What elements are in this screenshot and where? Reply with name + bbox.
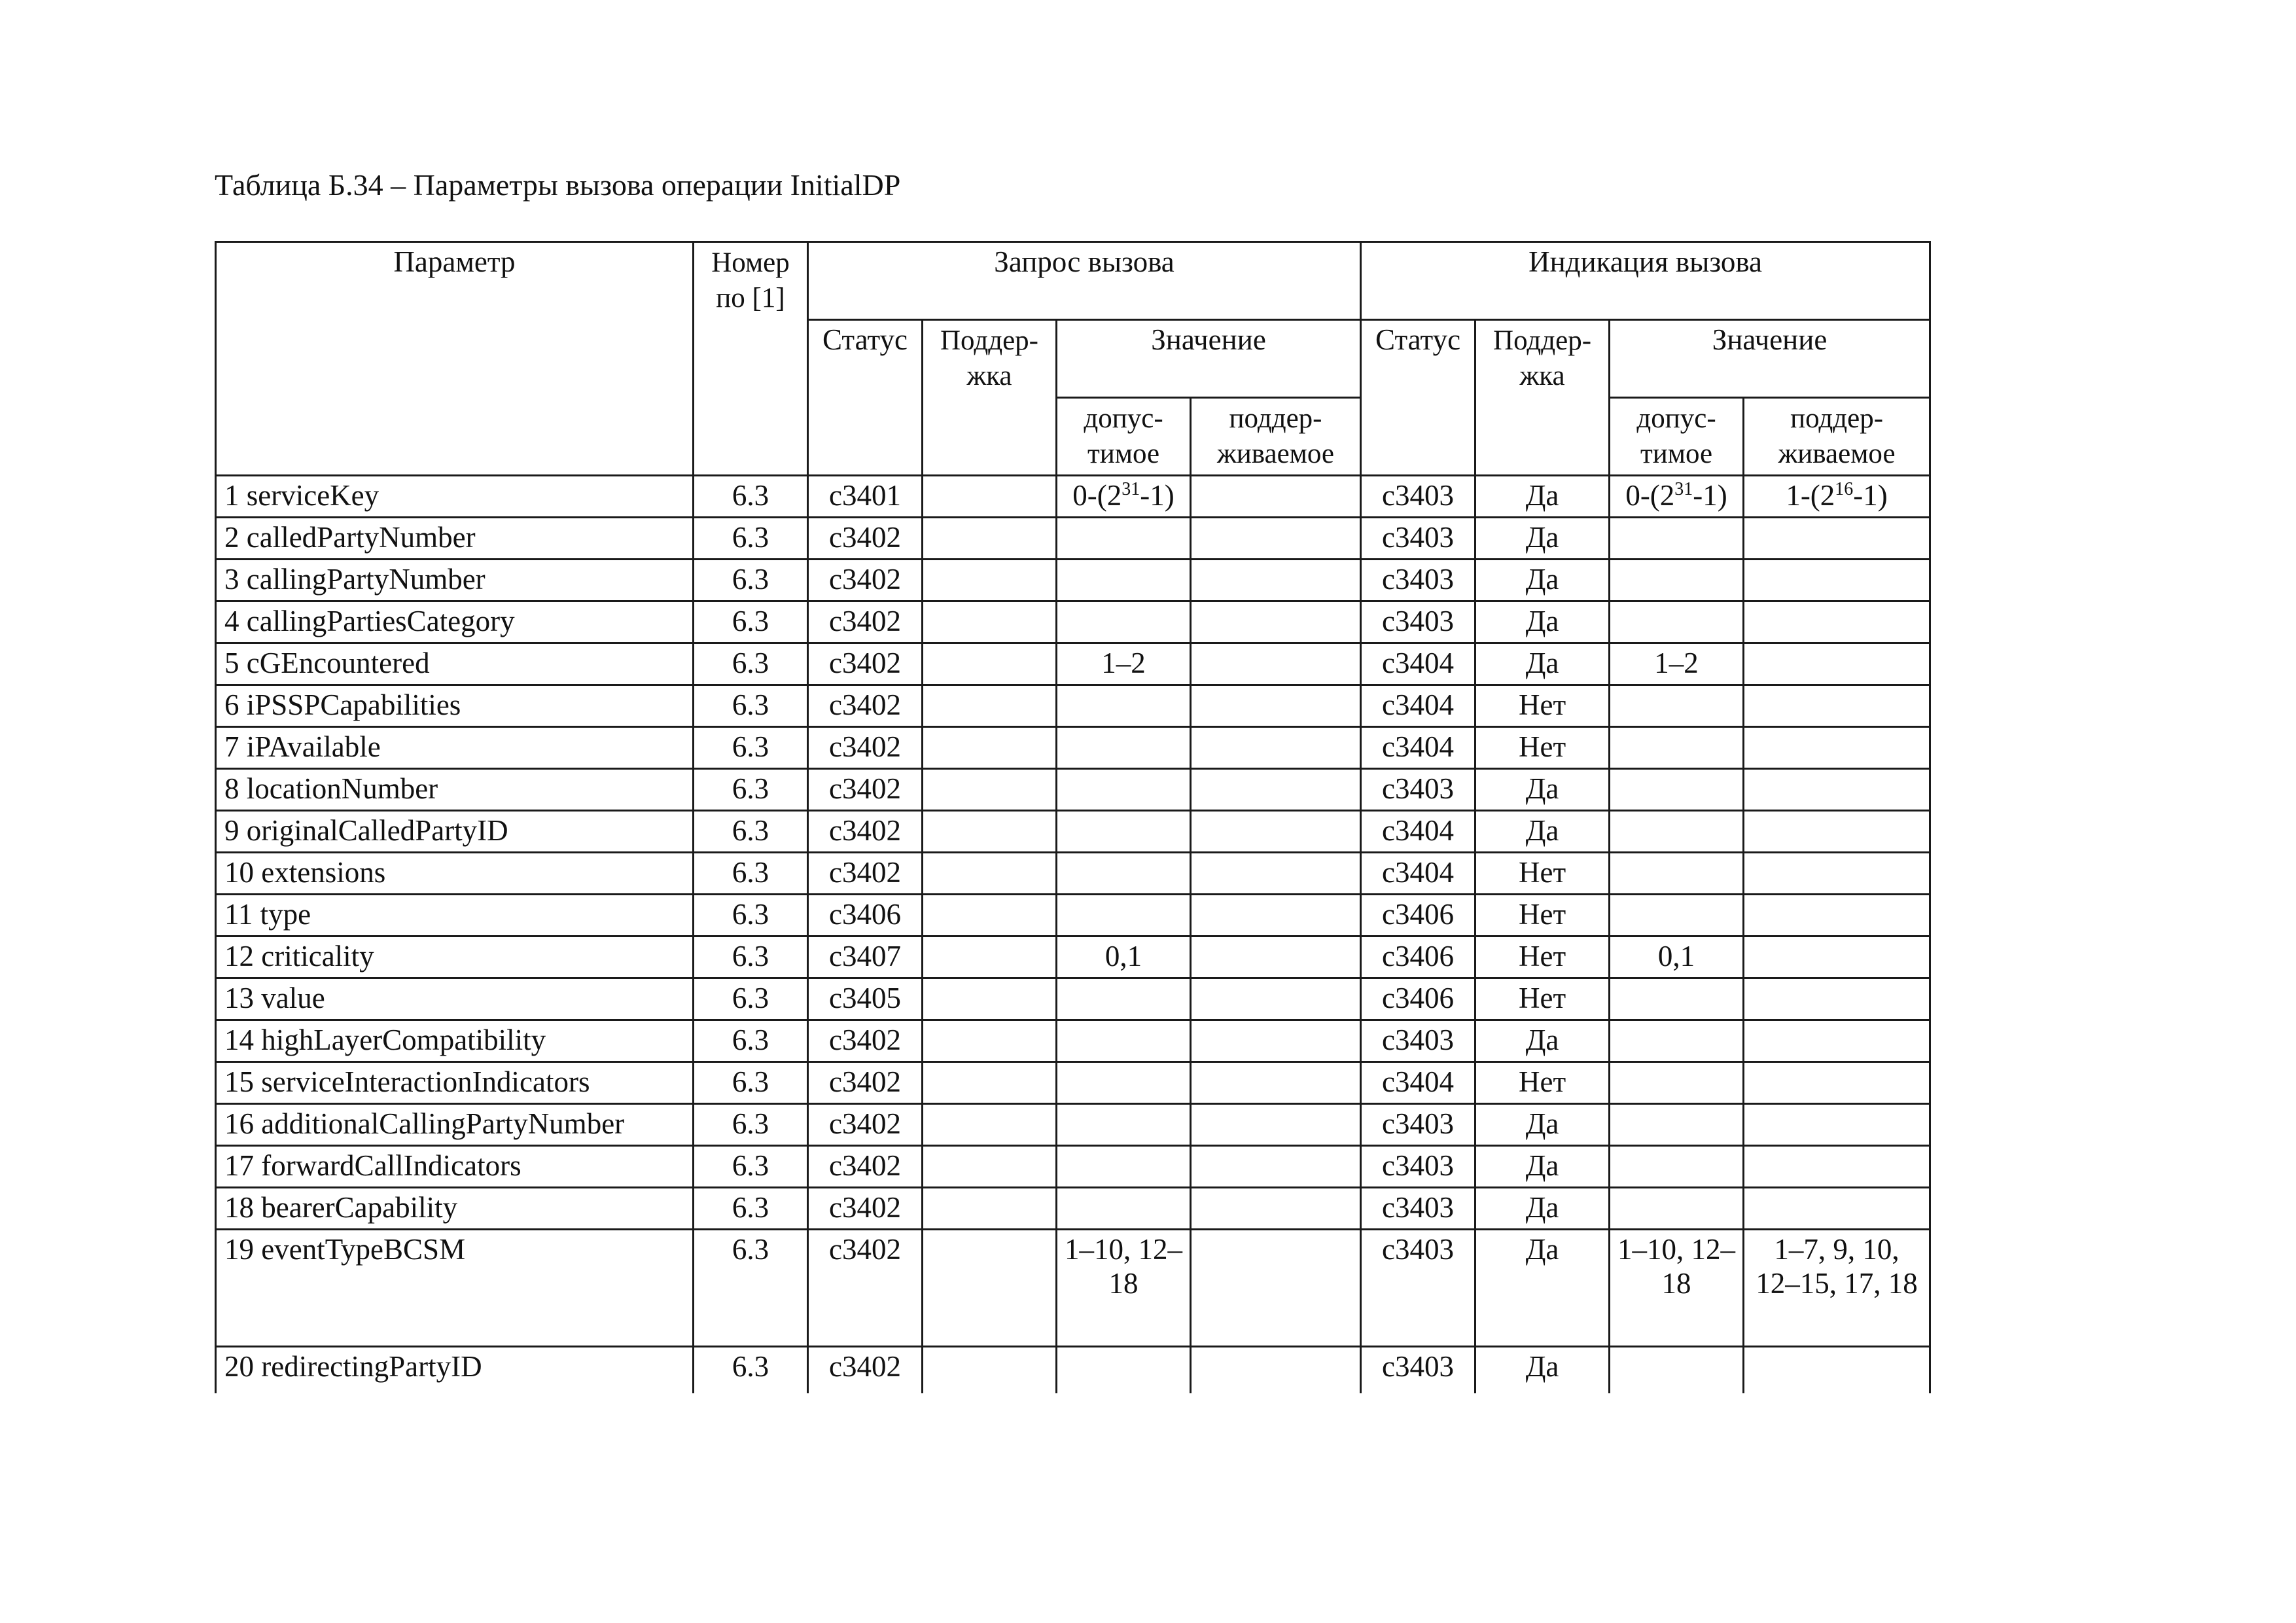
request-status-cell: c3402 — [808, 769, 923, 811]
request-status-cell: c3405 — [808, 978, 923, 1020]
indication-support-cell: Нет — [1475, 685, 1610, 727]
table-row — [216, 1230, 1930, 1347]
request-allowed-cell: 0,1 — [1057, 936, 1191, 978]
request-support-cell — [923, 685, 1057, 727]
request-support-cell — [923, 895, 1057, 936]
request-support-cell — [923, 853, 1057, 895]
number-cell: 6.3 — [694, 769, 808, 811]
request-allowed-cell — [1057, 978, 1191, 1020]
param-cell: 10 extensions — [216, 853, 694, 895]
table-row — [216, 853, 1930, 895]
param-cell: 16 additionalCallingPartyNumber — [216, 1104, 694, 1146]
indication-allowed-cell — [1610, 560, 1744, 601]
header-ind-allowed: допус-тимое — [1610, 398, 1744, 476]
request-status-cell: c3401 — [808, 476, 923, 518]
number-cell: 6.3 — [694, 476, 808, 518]
indication-status-cell: c3403 — [1361, 1188, 1475, 1230]
request-status-cell: c3402 — [808, 643, 923, 685]
request-allowed-cell — [1057, 769, 1191, 811]
table-row — [216, 1062, 1930, 1104]
request-support-cell — [923, 1020, 1057, 1062]
request-supported-cell — [1191, 811, 1361, 853]
request-support-cell — [923, 518, 1057, 560]
table-row — [216, 936, 1930, 978]
request-allowed-cell — [1057, 601, 1191, 643]
header-req-status: Статус — [808, 320, 923, 476]
request-support-cell — [923, 601, 1057, 643]
request-allowed-cell — [1057, 518, 1191, 560]
number-cell: 6.3 — [694, 1020, 808, 1062]
indication-status-cell: c3403 — [1361, 1347, 1475, 1394]
request-status-cell: c3402 — [808, 727, 923, 769]
request-status-cell: c3402 — [808, 811, 923, 853]
request-supported-cell — [1191, 1104, 1361, 1146]
header-req-support: Поддер-жка — [923, 320, 1057, 476]
indication-supported-cell — [1744, 978, 1930, 1020]
request-allowed-cell: 1–10, 12–18 — [1057, 1230, 1191, 1347]
table-row — [216, 978, 1930, 1020]
request-allowed-cell — [1057, 685, 1191, 727]
request-allowed-cell: $0-(2^{31}-1)$ — [1057, 476, 1191, 518]
request-status-cell: c3402 — [808, 685, 923, 727]
number-cell: 6.3 — [694, 1146, 808, 1188]
param-cell: 18 bearerCapability — [216, 1188, 694, 1230]
header-ind-value: Значение — [1610, 320, 1930, 398]
request-support-cell — [923, 1062, 1057, 1104]
number-cell: 6.3 — [694, 1188, 808, 1230]
indication-status-cell: c3403 — [1361, 560, 1475, 601]
indication-support-cell: Да — [1475, 1104, 1610, 1146]
indication-support-cell: Да — [1475, 1188, 1610, 1230]
request-supported-cell — [1191, 476, 1361, 518]
indication-supported-cell — [1744, 811, 1930, 853]
indication-allowed-cell: 1–2 — [1610, 643, 1744, 685]
request-support-cell — [923, 1146, 1057, 1188]
header-param: Параметр — [216, 242, 694, 476]
indication-supported-cell — [1744, 727, 1930, 769]
indication-support-cell: Да — [1475, 643, 1610, 685]
request-support-cell — [923, 811, 1057, 853]
indication-allowed-cell — [1610, 811, 1744, 853]
indication-status-cell: c3404 — [1361, 1062, 1475, 1104]
number-cell: 6.3 — [694, 1062, 808, 1104]
request-support-cell — [923, 936, 1057, 978]
request-supported-cell — [1191, 1230, 1361, 1347]
indication-supported-cell — [1744, 769, 1930, 811]
number-cell: 6.3 — [694, 1230, 808, 1347]
table-body — [216, 476, 1930, 1394]
table-row — [216, 518, 1930, 560]
indication-support-cell: Да — [1475, 476, 1610, 518]
header-req-supported: поддер-живаемое — [1191, 398, 1361, 476]
request-status-cell: c3402 — [808, 601, 923, 643]
indication-supported-cell — [1744, 560, 1930, 601]
indication-support-cell: Нет — [1475, 936, 1610, 978]
request-supported-cell — [1191, 1062, 1361, 1104]
param-cell: 5 cGEncountered — [216, 643, 694, 685]
param-cell: 15 serviceInteractionIndicators — [216, 1062, 694, 1104]
indication-support-cell: Да — [1475, 769, 1610, 811]
param-cell: 12 criticality — [216, 936, 694, 978]
header-ind-support: Поддер-жка — [1475, 320, 1610, 476]
request-support-cell — [923, 560, 1057, 601]
indication-supported-cell — [1744, 1104, 1930, 1146]
indication-status-cell: c3404 — [1361, 685, 1475, 727]
request-status-cell: c3402 — [808, 853, 923, 895]
request-allowed-cell — [1057, 1104, 1191, 1146]
indication-status-cell: c3403 — [1361, 476, 1475, 518]
request-supported-cell — [1191, 1020, 1361, 1062]
indication-supported-cell — [1744, 1146, 1930, 1188]
indication-allowed-cell — [1610, 601, 1744, 643]
param-cell: 20 redirectingPartyID — [216, 1347, 694, 1394]
parameters-table — [215, 241, 1931, 1393]
table-caption: Таблица Б.34 – Параметры вызова операции InitialDP — [215, 168, 901, 202]
request-support-cell — [923, 727, 1057, 769]
number-cell: 6.3 — [694, 643, 808, 685]
request-supported-cell — [1191, 560, 1361, 601]
indication-support-cell: Нет — [1475, 727, 1610, 769]
table-row — [216, 685, 1930, 727]
request-allowed-cell — [1057, 727, 1191, 769]
indication-allowed-cell: $0-(2^{31}-1)$ — [1610, 476, 1744, 518]
indication-supported-cell — [1744, 936, 1930, 978]
request-supported-cell — [1191, 1188, 1361, 1230]
indication-allowed-cell — [1610, 1146, 1744, 1188]
request-status-cell: c3402 — [808, 1188, 923, 1230]
request-support-cell — [923, 978, 1057, 1020]
param-cell: 8 locationNumber — [216, 769, 694, 811]
request-status-cell: c3407 — [808, 936, 923, 978]
indication-supported-cell — [1744, 1347, 1930, 1394]
number-cell: 6.3 — [694, 685, 808, 727]
request-status-cell: c3402 — [808, 1146, 923, 1188]
number-cell: 6.3 — [694, 1104, 808, 1146]
param-cell: 6 iPSSPCapabilities — [216, 685, 694, 727]
indication-support-cell: Нет — [1475, 1062, 1610, 1104]
request-supported-cell — [1191, 1347, 1361, 1394]
request-allowed-cell — [1057, 895, 1191, 936]
table-row — [216, 560, 1930, 601]
request-supported-cell — [1191, 685, 1361, 727]
table-row — [216, 895, 1930, 936]
indication-support-cell: Да — [1475, 1347, 1610, 1394]
indication-supported-cell — [1744, 643, 1930, 685]
request-allowed-cell — [1057, 811, 1191, 853]
indication-support-cell: Да — [1475, 560, 1610, 601]
indication-status-cell: c3403 — [1361, 1020, 1475, 1062]
indication-status-cell: c3404 — [1361, 811, 1475, 853]
number-cell: 6.3 — [694, 727, 808, 769]
table-row — [216, 1020, 1930, 1062]
indication-status-cell: c3403 — [1361, 1104, 1475, 1146]
request-allowed-cell — [1057, 853, 1191, 895]
indication-supported-cell: 1–7, 9, 10, 12–15, 17, 18 — [1744, 1230, 1930, 1347]
indication-allowed-cell — [1610, 1104, 1744, 1146]
request-supported-cell — [1191, 978, 1361, 1020]
indication-supported-cell — [1744, 1062, 1930, 1104]
table-row — [216, 1347, 1930, 1394]
number-cell: 6.3 — [694, 978, 808, 1020]
table-container — [215, 241, 1929, 1393]
table-row — [216, 643, 1930, 685]
indication-support-cell: Да — [1475, 518, 1610, 560]
table-row — [216, 811, 1930, 853]
indication-supported-cell — [1744, 853, 1930, 895]
indication-supported-cell — [1744, 1188, 1930, 1230]
request-support-cell — [923, 1104, 1057, 1146]
number-cell: 6.3 — [694, 895, 808, 936]
indication-status-cell: c3404 — [1361, 853, 1475, 895]
indication-supported-cell — [1744, 1020, 1930, 1062]
indication-status-cell: c3406 — [1361, 895, 1475, 936]
table-row — [216, 476, 1930, 518]
number-cell: 6.3 — [694, 560, 808, 601]
header-number: Номер по [1] — [694, 242, 808, 476]
request-supported-cell — [1191, 643, 1361, 685]
param-cell: 1 serviceKey — [216, 476, 694, 518]
param-cell: 17 forwardCallIndicators — [216, 1146, 694, 1188]
request-supported-cell — [1191, 895, 1361, 936]
request-supported-cell — [1191, 1146, 1361, 1188]
indication-status-cell: c3404 — [1361, 727, 1475, 769]
request-support-cell — [923, 1230, 1057, 1347]
param-cell: 2 calledPartyNumber — [216, 518, 694, 560]
request-support-cell — [923, 1347, 1057, 1394]
number-cell: 6.3 — [694, 936, 808, 978]
indication-status-cell: c3403 — [1361, 1146, 1475, 1188]
number-cell: 6.3 — [694, 853, 808, 895]
param-cell: 13 value — [216, 978, 694, 1020]
number-cell: 6.3 — [694, 1347, 808, 1394]
request-status-cell: c3402 — [808, 1062, 923, 1104]
table-row — [216, 1146, 1930, 1188]
request-supported-cell — [1191, 727, 1361, 769]
table-row — [216, 601, 1930, 643]
request-supported-cell — [1191, 853, 1361, 895]
request-supported-cell — [1191, 518, 1361, 560]
request-supported-cell — [1191, 936, 1361, 978]
indication-support-cell: Нет — [1475, 978, 1610, 1020]
request-allowed-cell — [1057, 1020, 1191, 1062]
request-support-cell — [923, 643, 1057, 685]
header-req-allowed: допус-тимое — [1057, 398, 1191, 476]
indication-allowed-cell — [1610, 978, 1744, 1020]
indication-status-cell: c3403 — [1361, 518, 1475, 560]
param-cell: 14 highLayerCompatibility — [216, 1020, 694, 1062]
indication-allowed-cell — [1610, 1020, 1744, 1062]
indication-allowed-cell — [1610, 685, 1744, 727]
request-status-cell: c3402 — [808, 1347, 923, 1394]
request-support-cell — [923, 769, 1057, 811]
indication-support-cell: Да — [1475, 1146, 1610, 1188]
indication-supported-cell: $1-(2^{16}-1)$ — [1744, 476, 1930, 518]
request-status-cell: c3402 — [808, 1020, 923, 1062]
number-cell: 6.3 — [694, 518, 808, 560]
indication-status-cell: c3406 — [1361, 978, 1475, 1020]
request-status-cell: c3402 — [808, 1104, 923, 1146]
indication-support-cell: Да — [1475, 601, 1610, 643]
param-cell: 3 callingPartyNumber — [216, 560, 694, 601]
indication-allowed-cell: 0,1 — [1610, 936, 1744, 978]
indication-allowed-cell — [1610, 727, 1744, 769]
header-req-value: Значение — [1057, 320, 1361, 398]
indication-allowed-cell — [1610, 1062, 1744, 1104]
number-cell: 6.3 — [694, 601, 808, 643]
indication-supported-cell — [1744, 685, 1930, 727]
param-cell: 19 eventTypeBCSM — [216, 1230, 694, 1347]
indication-supported-cell — [1744, 601, 1930, 643]
header-indication: Индикация вызова — [1361, 242, 1930, 320]
request-support-cell — [923, 1188, 1057, 1230]
indication-status-cell: c3403 — [1361, 601, 1475, 643]
indication-supported-cell — [1744, 518, 1930, 560]
table-row — [216, 727, 1930, 769]
indication-status-cell: c3404 — [1361, 643, 1475, 685]
param-cell: 7 iPAvailable — [216, 727, 694, 769]
request-status-cell: c3402 — [808, 560, 923, 601]
request-supported-cell — [1191, 601, 1361, 643]
indication-support-cell: Да — [1475, 1020, 1610, 1062]
table-row — [216, 1188, 1930, 1230]
indication-support-cell: Да — [1475, 1230, 1610, 1347]
request-allowed-cell — [1057, 1188, 1191, 1230]
indication-allowed-cell — [1610, 1188, 1744, 1230]
header-request: Запрос вызова — [808, 242, 1361, 320]
header-ind-supported: поддер-живаемое — [1744, 398, 1930, 476]
request-allowed-cell — [1057, 1146, 1191, 1188]
indication-status-cell: c3403 — [1361, 769, 1475, 811]
indication-allowed-cell — [1610, 518, 1744, 560]
table-row — [216, 1104, 1930, 1146]
indication-status-cell: c3406 — [1361, 936, 1475, 978]
request-support-cell — [923, 476, 1057, 518]
request-status-cell: c3402 — [808, 518, 923, 560]
param-cell: 9 originalCalledPartyID — [216, 811, 694, 853]
request-allowed-cell — [1057, 1062, 1191, 1104]
indication-support-cell: Нет — [1475, 853, 1610, 895]
indication-status-cell: c3403 — [1361, 1230, 1475, 1347]
request-status-cell: c3402 — [808, 1230, 923, 1347]
indication-support-cell: Нет — [1475, 895, 1610, 936]
indication-support-cell: Да — [1475, 811, 1610, 853]
indication-supported-cell — [1744, 895, 1930, 936]
request-status-cell: c3406 — [808, 895, 923, 936]
param-cell: 11 type — [216, 895, 694, 936]
request-allowed-cell: 1–2 — [1057, 643, 1191, 685]
indication-allowed-cell — [1610, 769, 1744, 811]
header-ind-status: Статус — [1361, 320, 1475, 476]
indication-allowed-cell — [1610, 1347, 1744, 1394]
table-row — [216, 769, 1930, 811]
request-allowed-cell — [1057, 1347, 1191, 1394]
indication-allowed-cell — [1610, 853, 1744, 895]
param-cell: 4 callingPartiesCategory — [216, 601, 694, 643]
indication-allowed-cell — [1610, 895, 1744, 936]
number-cell: 6.3 — [694, 811, 808, 853]
indication-allowed-cell: 1–10, 12–18 — [1610, 1230, 1744, 1347]
request-allowed-cell — [1057, 560, 1191, 601]
request-supported-cell — [1191, 769, 1361, 811]
